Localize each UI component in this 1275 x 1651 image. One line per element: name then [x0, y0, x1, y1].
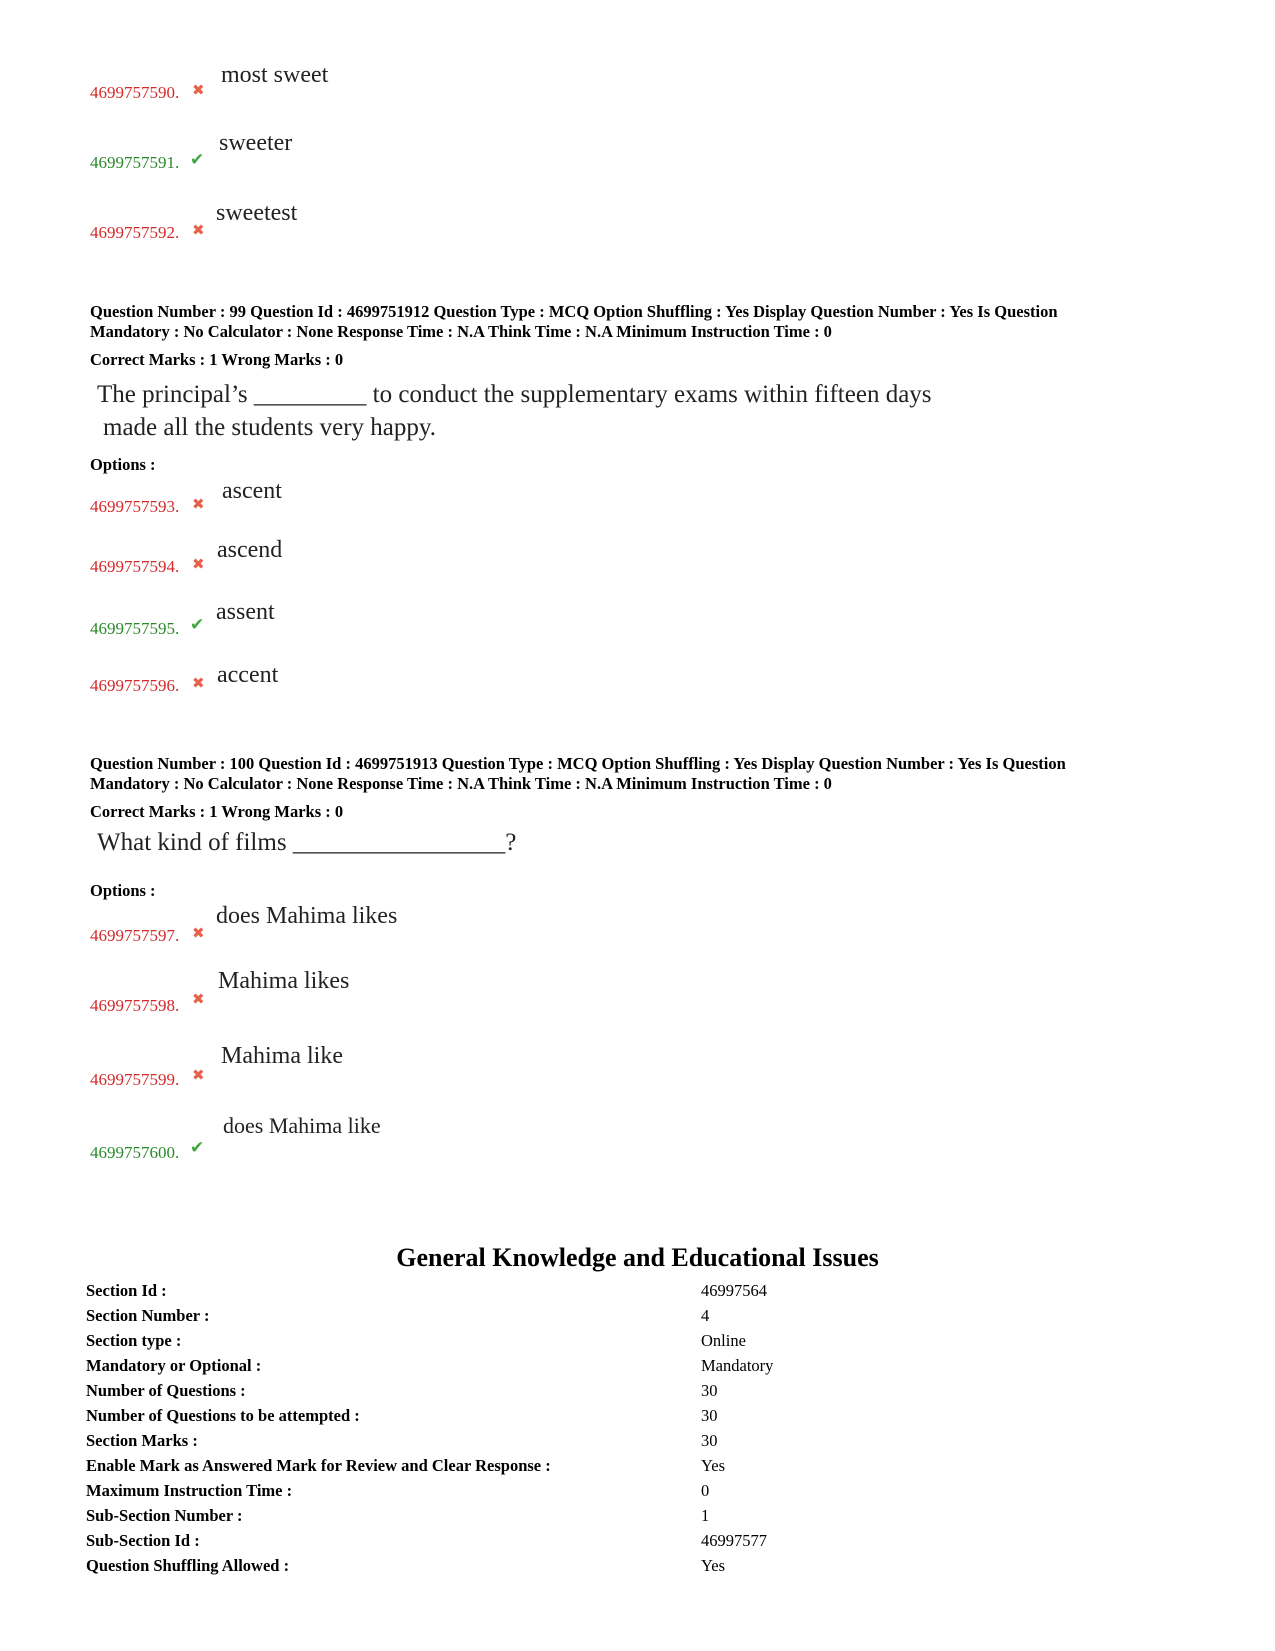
- question-text-line: What kind of films _________________?: [97, 829, 517, 856]
- section-row-value: Online: [701, 1331, 746, 1350]
- cross-icon: ✖: [192, 555, 205, 573]
- option-text: accent: [217, 662, 279, 688]
- option-id: 4699757595.: [90, 619, 180, 638]
- section-row-value: 30: [701, 1381, 718, 1400]
- option-text: ascend: [217, 537, 283, 563]
- question-meta: [90, 302, 1200, 342]
- cross-icon: ✖: [192, 495, 205, 513]
- question-meta-line: Mandatory : No Calculator : None Response Time : N.A Think Time : N.A Minimum Instruction Time : 0: [90, 774, 832, 793]
- section-row-key: Section Id :: [86, 1281, 167, 1300]
- option-text: sweetest: [216, 200, 298, 226]
- section-row: [86, 1556, 1086, 1580]
- option-id: 4699757590.: [90, 83, 180, 102]
- section-row: [86, 1331, 1086, 1355]
- section-row-key: Enable Mark as Answered Mark for Review and Clear Response :: [86, 1456, 551, 1475]
- cross-icon: ✖: [192, 1066, 205, 1084]
- option-text: sweeter: [219, 130, 293, 156]
- option-id: 4699757591.: [90, 153, 180, 172]
- cross-icon: ✖: [192, 990, 205, 1008]
- section-row-key: Sub-Section Number :: [86, 1506, 243, 1525]
- option-text: Mahima likes: [218, 968, 350, 994]
- check-icon: ✔: [190, 615, 205, 635]
- section-row-key: Section type :: [86, 1331, 182, 1350]
- section-row-value: Mandatory: [701, 1356, 774, 1375]
- section-row-value: 30: [701, 1431, 718, 1450]
- section-row-value: Yes: [701, 1456, 726, 1475]
- question-marks: Correct Marks : 1 Wrong Marks : 0: [90, 802, 344, 821]
- option-id: 4699757599.: [90, 1070, 180, 1089]
- options-label: Options :: [90, 881, 156, 900]
- option-id: 4699757593.: [90, 497, 180, 516]
- question-text: [97, 378, 932, 444]
- section-row: [86, 1531, 1086, 1555]
- cross-icon: ✖: [192, 221, 205, 239]
- section-row-key: Sub-Section Id :: [86, 1531, 200, 1550]
- option-id: 4699757600.: [90, 1143, 180, 1162]
- question-meta-line: Question Number : 99 Question Id : 4699751912 Question Type : MCQ Option Shuffling : Yes Display Question Number : Yes Is Question: [90, 302, 1058, 321]
- option-text: most sweet: [221, 62, 329, 88]
- option-id: 4699757598.: [90, 996, 180, 1015]
- option-id: 4699757592.: [90, 223, 180, 242]
- option-text: Mahima like: [221, 1043, 343, 1069]
- section-row: [86, 1381, 1086, 1405]
- question-text: [97, 826, 516, 859]
- check-icon: ✔: [190, 150, 205, 170]
- section-row: [86, 1456, 1086, 1480]
- check-icon: ✔: [190, 1138, 205, 1158]
- section-row: [86, 1406, 1086, 1430]
- section-row-key: Mandatory or Optional :: [86, 1356, 262, 1375]
- section-row-value: 4: [701, 1306, 710, 1325]
- question-meta-line: Question Number : 100 Question Id : 4699751913 Question Type : MCQ Option Shuffling : Yes Display Question Number : Yes Is Question: [90, 754, 1066, 773]
- option-id: 4699757597.: [90, 926, 180, 945]
- question-meta-line: Mandatory : No Calculator : None Response Time : N.A Think Time : N.A Minimum Instruction Time : 0: [90, 322, 832, 341]
- option-id: 4699757596.: [90, 676, 180, 695]
- section-row-value: 46997577: [701, 1531, 767, 1550]
- section-row-key: Question Shuffling Allowed :: [86, 1556, 290, 1575]
- section-row-value: 0: [701, 1481, 710, 1500]
- section-row-value: 30: [701, 1406, 718, 1425]
- cross-icon: ✖: [192, 924, 205, 942]
- section-row: [86, 1481, 1086, 1505]
- section-row-value: Yes: [701, 1556, 726, 1575]
- options-label: Options :: [90, 455, 156, 474]
- section-row: [86, 1506, 1086, 1530]
- section-row-value: 1: [701, 1506, 710, 1525]
- section-row-value: 46997564: [701, 1281, 767, 1300]
- section-row-key: Number of Questions :: [86, 1381, 246, 1400]
- section-row-key: Number of Questions to be attempted :: [86, 1406, 360, 1425]
- section-row: [86, 1356, 1086, 1380]
- question-meta: [90, 754, 1200, 794]
- option-text: ascent: [222, 478, 282, 504]
- question-text-line: The principal’s _________ to conduct the supplementary exams within fifteen days: [97, 381, 932, 408]
- section-row-key: Maximum Instruction Time :: [86, 1481, 293, 1500]
- cross-icon: ✖: [192, 81, 205, 99]
- option-text: assent: [216, 599, 275, 625]
- section-row: [86, 1306, 1086, 1330]
- question-marks: Correct Marks : 1 Wrong Marks : 0: [90, 350, 344, 369]
- option-id: 4699757594.: [90, 557, 180, 576]
- option-text: does Mahima likes: [216, 903, 398, 929]
- section-row: [86, 1431, 1086, 1455]
- section-row-key: Section Number :: [86, 1306, 210, 1325]
- option-text: does Mahima like: [223, 1113, 381, 1138]
- cross-icon: ✖: [192, 674, 205, 692]
- question-text-line: made all the students very happy.: [103, 414, 437, 441]
- section-row-key: Section Marks :: [86, 1431, 198, 1450]
- section-row: [86, 1281, 1086, 1305]
- section-title: General Knowledge and Educational Issues: [396, 1243, 879, 1272]
